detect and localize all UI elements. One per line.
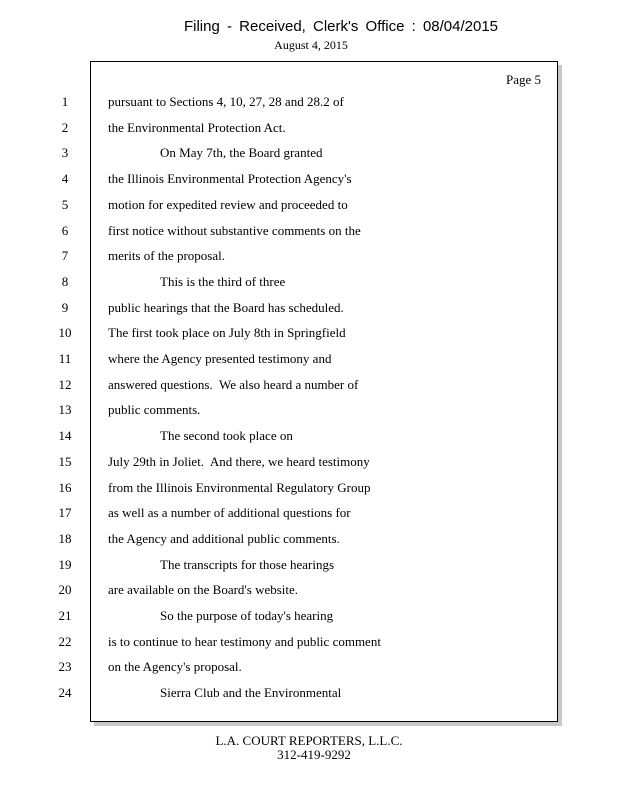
- line-text: first notice without substantive comments on the: [108, 223, 361, 238]
- line-text: from the Illinois Environmental Regulatory Group: [108, 480, 371, 495]
- line-number: 3: [61, 145, 69, 160]
- line-text: This is the third of three: [160, 274, 286, 289]
- line-number: 10: [58, 325, 72, 340]
- line-number: 13: [58, 402, 72, 417]
- line-number: 12: [58, 377, 72, 392]
- line-text: motion for expedited review and proceeded to: [108, 197, 348, 212]
- line-number: 15: [58, 454, 72, 469]
- line-number: 6: [61, 223, 69, 238]
- line-text: the Illinois Environmental Protection Agency's: [108, 171, 352, 186]
- line-text: The first took place on July 8th in Springfield: [108, 325, 346, 340]
- line-text: is to continue to hear testimony and public comment: [108, 634, 381, 649]
- line-number: 2: [61, 120, 69, 135]
- line-number: 16: [58, 480, 72, 495]
- line-text: pursuant to Sections 4, 10, 27, 28 and 28.2 of: [108, 94, 344, 109]
- line-text: as well as a number of additional questions for: [108, 505, 351, 520]
- line-number: 17: [58, 505, 72, 520]
- line-text: on the Agency's proposal.: [108, 659, 242, 674]
- footer-phone: 312-419-9292: [277, 747, 351, 762]
- line-text: The transcripts for those hearings: [160, 557, 335, 572]
- footer-company: L.A. COURT REPORTERS, L.L.C.: [215, 733, 403, 748]
- line-number: 20: [58, 582, 72, 597]
- line-text: So the purpose of today's hearing: [160, 608, 334, 623]
- line-text: where the Agency presented testimony and: [108, 351, 332, 366]
- line-number: 22: [58, 634, 72, 649]
- line-number: 4: [61, 171, 69, 186]
- line-text: are available on the Board's website.: [108, 582, 299, 597]
- line-number: 24: [58, 685, 72, 700]
- line-number: 18: [58, 531, 72, 546]
- line-text: the Environmental Protection Act.: [108, 120, 286, 135]
- filing-date: August 4, 2015: [274, 38, 348, 52]
- line-number: 19: [58, 557, 72, 572]
- line-number: 21: [58, 608, 72, 623]
- line-number: 7: [61, 248, 69, 263]
- line-text: Sierra Club and the Environmental: [160, 685, 342, 700]
- page-number: Page 5: [505, 72, 541, 87]
- line-text: The second took place on: [160, 428, 293, 443]
- line-text: merits of the proposal.: [108, 248, 225, 263]
- line-text: July 29th in Joliet. And there, we heard testimony: [108, 454, 370, 469]
- line-text: answered questions. We also heard a number of: [108, 377, 359, 392]
- line-text: the Agency and additional public comments.: [108, 531, 340, 546]
- filing-stamp: Filing - Received, Clerk's Office : 08/04/2015: [183, 18, 499, 35]
- line-number: 23: [58, 659, 72, 674]
- line-number: 5: [61, 197, 69, 212]
- line-number: 9: [61, 300, 69, 315]
- line-number: 1: [61, 94, 69, 109]
- line-number: 8: [61, 274, 69, 289]
- line-text: public comments.: [108, 402, 201, 417]
- line-number: 11: [58, 351, 72, 366]
- line-number: 14: [58, 428, 72, 443]
- line-text: On May 7th, the Board granted: [160, 145, 323, 160]
- line-text: public hearings that the Board has scheduled.: [108, 300, 344, 315]
